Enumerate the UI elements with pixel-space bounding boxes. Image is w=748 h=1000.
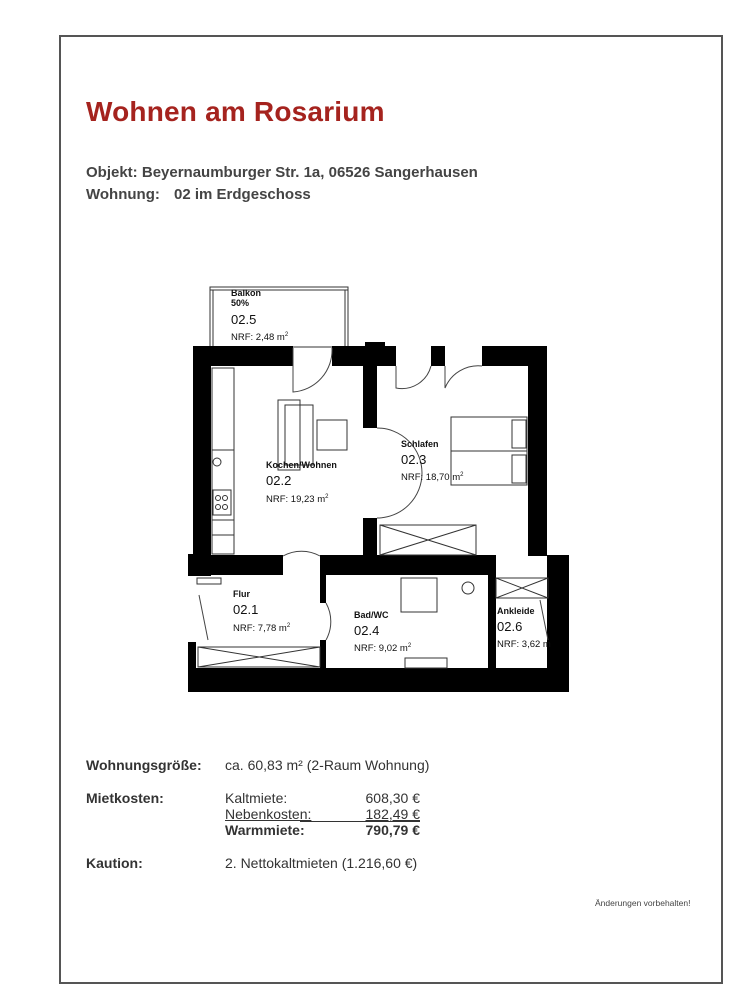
room-balkon-share: 50% xyxy=(231,298,250,308)
warm-value: 790,79 € xyxy=(365,822,420,838)
room-balkon-name: Balkon xyxy=(231,288,262,298)
kalt-value: 608,30 € xyxy=(365,790,420,806)
footer-note: Änderungen vorbehalten! xyxy=(595,898,691,908)
room-schlafen-area: NRF: 18,70 $m^2$ xyxy=(401,472,464,483)
room-ankleide-area: NRF: 3,62 m xyxy=(497,639,551,650)
room-flur-number: 02.1 xyxy=(233,602,259,617)
page-title: Wohnen am Rosarium xyxy=(86,96,385,127)
room-kochen xyxy=(266,460,337,505)
deposit-value: 2. Nettokaltmieten (1.216,60 €) xyxy=(225,855,418,871)
object-value: Beyernaumburger Str. 1a, 06526 Sangerhausen xyxy=(141,164,478,181)
room-kochen-area: NRF: 19,23 $m^2$ xyxy=(266,494,329,505)
room-bad xyxy=(354,610,412,654)
object-label: Objekt: xyxy=(86,164,138,181)
room-balkon xyxy=(231,288,289,343)
room-kochen-number: 02.2 xyxy=(266,473,292,488)
warm-label: Warmmiete: xyxy=(225,822,305,838)
neben-value: 182,49 € xyxy=(365,806,420,822)
rent-label: Mietkosten: xyxy=(86,790,164,806)
room-kochen-name: Kochen/Wohnen xyxy=(266,460,337,470)
apartment-value: 02 im Erdgeschoss xyxy=(174,186,311,203)
room-schlafen-name: Schlafen xyxy=(401,439,439,449)
apartment-label: Wohnung: xyxy=(86,186,160,203)
room-flur-area: NRF: 7,78 $m^2$ xyxy=(233,623,291,634)
room-bad-name: Bad/WC xyxy=(354,610,389,620)
size-label: Wohnungsgröße: xyxy=(86,757,202,773)
room-bad-area: NRF: 9,02 $m^2$ xyxy=(354,643,412,654)
room-bad-number: 02.4 xyxy=(354,623,380,638)
room-flur-name: Flur xyxy=(233,589,250,599)
room-ankleide-name: Ankleide xyxy=(497,606,535,616)
room-balkon-number: 02.5 xyxy=(231,312,257,327)
deposit-label: Kaution: xyxy=(86,855,143,871)
kalt-label: Kaltmiete: xyxy=(225,790,288,806)
size-value: ca. 60,83 m² (2-Raum Wohnung) xyxy=(225,757,430,773)
room-flur xyxy=(233,589,291,634)
room-schlafen-number: 02.3 xyxy=(401,452,427,467)
room-balkon-area: NRF: 2,48 $m^2$ xyxy=(231,332,289,343)
neben-label: Nebenkosten: xyxy=(225,806,312,822)
room-ankleide-number: 02.6 xyxy=(497,619,523,634)
room-schlafen xyxy=(401,439,464,483)
